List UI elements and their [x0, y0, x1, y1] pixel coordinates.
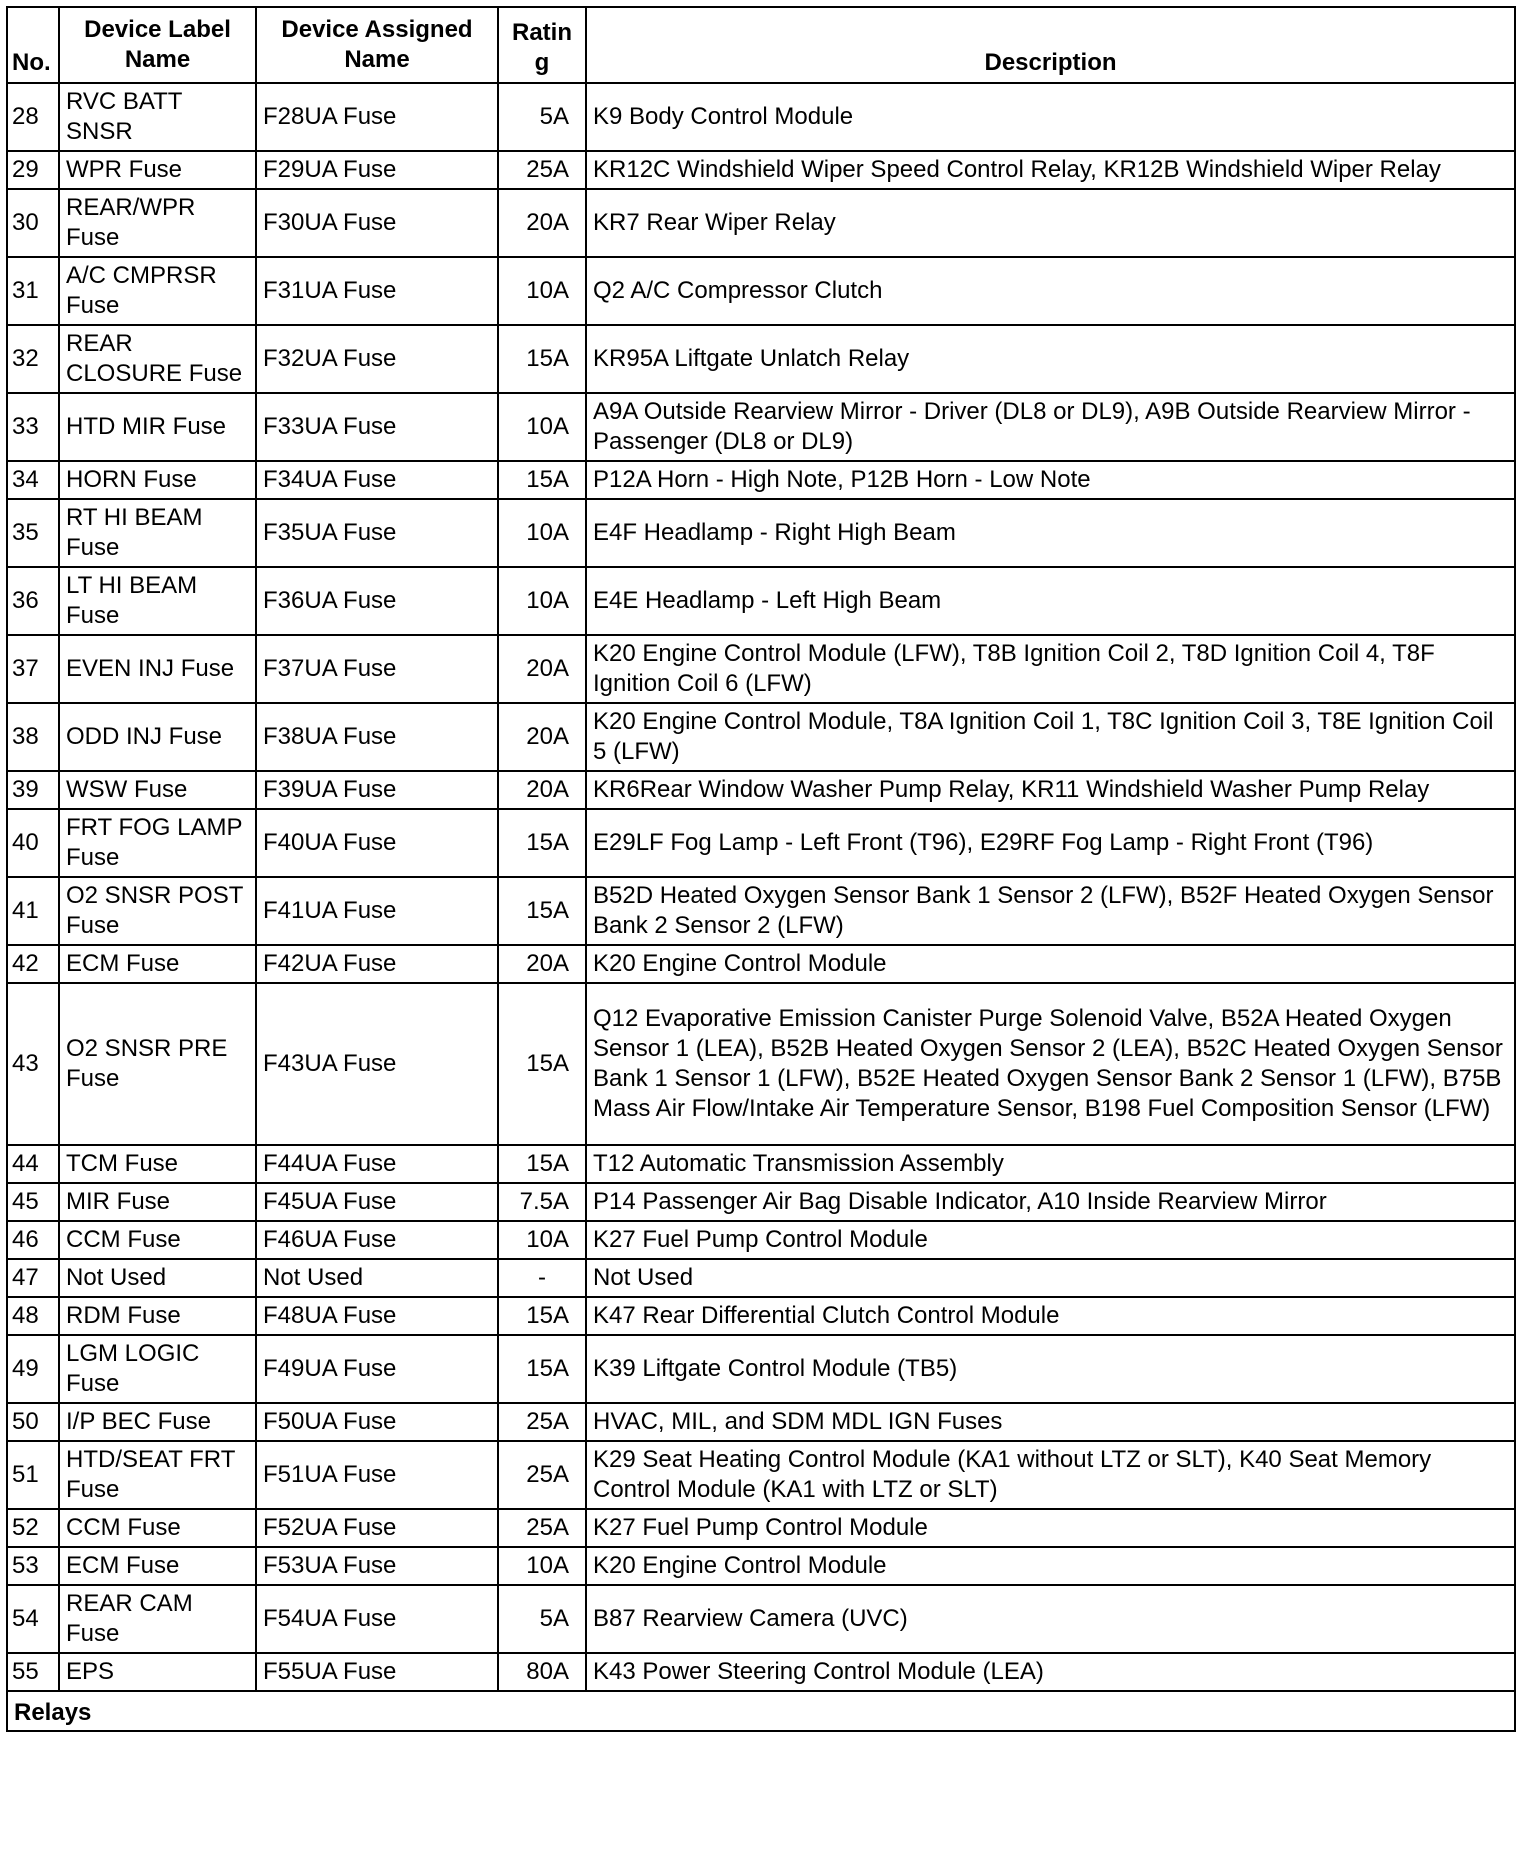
cell-no: 51: [7, 1441, 59, 1509]
cell-device-assigned-name: F33UA Fuse: [256, 393, 498, 461]
cell-no: 45: [7, 1183, 59, 1221]
cell-description: K39 Liftgate Control Module (TB5): [586, 1335, 1515, 1403]
cell-device-label-name: I/P BEC Fuse: [59, 1403, 256, 1441]
cell-device-assigned-name: Not Used: [256, 1259, 498, 1297]
cell-rating: 5A: [498, 83, 586, 151]
cell-rating: 15A: [498, 1145, 586, 1183]
cell-rating: 10A: [498, 567, 586, 635]
cell-description: K20 Engine Control Module (LFW), T8B Ignition Coil 2, T8D Ignition Coil 4, T8F Ignition Coil 6 (LFW): [586, 635, 1515, 703]
cell-no: 53: [7, 1547, 59, 1585]
cell-rating: 25A: [498, 1403, 586, 1441]
cell-device-assigned-name: F41UA Fuse: [256, 877, 498, 945]
cell-device-assigned-name: F39UA Fuse: [256, 771, 498, 809]
cell-device-assigned-name: F28UA Fuse: [256, 83, 498, 151]
cell-description: B87 Rearview Camera (UVC): [586, 1585, 1515, 1653]
cell-no: 38: [7, 703, 59, 771]
cell-device-assigned-name: F53UA Fuse: [256, 1547, 498, 1585]
table-row: [7, 1653, 1515, 1691]
cell-device-assigned-name: F46UA Fuse: [256, 1221, 498, 1259]
cell-no: 52: [7, 1509, 59, 1547]
cell-no: 40: [7, 809, 59, 877]
cell-no: 42: [7, 945, 59, 983]
cell-device-assigned-name: F32UA Fuse: [256, 325, 498, 393]
cell-rating: 80A: [498, 1653, 586, 1691]
cell-rating: 20A: [498, 635, 586, 703]
cell-device-label-name: ECM Fuse: [59, 945, 256, 983]
table-row: [7, 877, 1515, 945]
cell-description: Q2 A/C Compressor Clutch: [586, 257, 1515, 325]
cell-rating: 25A: [498, 151, 586, 189]
cell-rating: 20A: [498, 189, 586, 257]
cell-device-label-name: O2 SNSR POST Fuse: [59, 877, 256, 945]
cell-no: 33: [7, 393, 59, 461]
header-device-assigned-name: Device Assigned Name: [256, 7, 498, 83]
cell-description: KR95A Liftgate Unlatch Relay: [586, 325, 1515, 393]
cell-device-assigned-name: F30UA Fuse: [256, 189, 498, 257]
cell-device-label-name: CCM Fuse: [59, 1509, 256, 1547]
section-row-relays: [7, 1691, 1515, 1731]
cell-device-assigned-name: F40UA Fuse: [256, 809, 498, 877]
cell-device-assigned-name: F55UA Fuse: [256, 1653, 498, 1691]
cell-rating: 15A: [498, 1297, 586, 1335]
cell-rating: 25A: [498, 1441, 586, 1509]
cell-no: 36: [7, 567, 59, 635]
cell-device-label-name: MIR Fuse: [59, 1183, 256, 1221]
cell-no: 46: [7, 1221, 59, 1259]
cell-description: E4E Headlamp - Left High Beam: [586, 567, 1515, 635]
cell-description: B52D Heated Oxygen Sensor Bank 1 Sensor 2 (LFW), B52F Heated Oxygen Sensor Bank 2 Sensor 2 (LFW): [586, 877, 1515, 945]
header-rating: Rating: [498, 7, 586, 83]
cell-rating: 15A: [498, 461, 586, 499]
table-row: [7, 703, 1515, 771]
cell-device-label-name: A/C CMPRSR Fuse: [59, 257, 256, 325]
cell-device-assigned-name: F43UA Fuse: [256, 983, 498, 1145]
table-row: [7, 809, 1515, 877]
cell-device-assigned-name: F45UA Fuse: [256, 1183, 498, 1221]
cell-rating: 25A: [498, 1509, 586, 1547]
cell-description: K27 Fuel Pump Control Module: [586, 1509, 1515, 1547]
cell-device-assigned-name: F42UA Fuse: [256, 945, 498, 983]
cell-device-assigned-name: F38UA Fuse: [256, 703, 498, 771]
cell-description: K43 Power Steering Control Module (LEA): [586, 1653, 1515, 1691]
cell-device-assigned-name: F54UA Fuse: [256, 1585, 498, 1653]
cell-description: Not Used: [586, 1259, 1515, 1297]
cell-rating: 20A: [498, 945, 586, 983]
cell-device-label-name: HTD MIR Fuse: [59, 393, 256, 461]
table-row: [7, 567, 1515, 635]
cell-description: K29 Seat Heating Control Module (KA1 without LTZ or SLT), K40 Seat Memory Control Module (KA1 with LTZ or SLT): [586, 1441, 1515, 1509]
table-body: [7, 83, 1515, 1691]
table-row: [7, 983, 1515, 1145]
cell-device-assigned-name: F50UA Fuse: [256, 1403, 498, 1441]
cell-device-label-name: REAR CLOSURE Fuse: [59, 325, 256, 393]
cell-description: KR7 Rear Wiper Relay: [586, 189, 1515, 257]
cell-device-label-name: REAR CAM Fuse: [59, 1585, 256, 1653]
table-row: [7, 83, 1515, 151]
cell-description: K20 Engine Control Module: [586, 945, 1515, 983]
cell-rating: -: [498, 1259, 586, 1297]
cell-device-label-name: RDM Fuse: [59, 1297, 256, 1335]
table-row: [7, 771, 1515, 809]
cell-device-label-name: LGM LOGIC Fuse: [59, 1335, 256, 1403]
header-device-label-name: Device Label Name: [59, 7, 256, 83]
table-row: [7, 1183, 1515, 1221]
cell-device-label-name: CCM Fuse: [59, 1221, 256, 1259]
table-row: [7, 1547, 1515, 1585]
cell-rating: 20A: [498, 703, 586, 771]
cell-rating: 15A: [498, 983, 586, 1145]
table-row: [7, 1403, 1515, 1441]
cell-no: 54: [7, 1585, 59, 1653]
cell-device-assigned-name: F49UA Fuse: [256, 1335, 498, 1403]
cell-no: 35: [7, 499, 59, 567]
table-row: [7, 1221, 1515, 1259]
cell-description: T12 Automatic Transmission Assembly: [586, 1145, 1515, 1183]
cell-device-label-name: LT HI BEAM Fuse: [59, 567, 256, 635]
cell-device-label-name: O2 SNSR PRE Fuse: [59, 983, 256, 1145]
cell-device-label-name: WPR Fuse: [59, 151, 256, 189]
table-row: [7, 635, 1515, 703]
cell-description: K20 Engine Control Module, T8A Ignition Coil 1, T8C Ignition Coil 3, T8E Ignition Coil 5 (LFW): [586, 703, 1515, 771]
cell-device-label-name: HTD/SEAT FRT Fuse: [59, 1441, 256, 1509]
cell-device-assigned-name: F35UA Fuse: [256, 499, 498, 567]
cell-device-label-name: EVEN INJ Fuse: [59, 635, 256, 703]
cell-no: 34: [7, 461, 59, 499]
cell-device-label-name: FRT FOG LAMP Fuse: [59, 809, 256, 877]
cell-description: P12A Horn - High Note, P12B Horn - Low Note: [586, 461, 1515, 499]
table-row: [7, 1335, 1515, 1403]
cell-no: 47: [7, 1259, 59, 1297]
cell-description: E4F Headlamp - Right High Beam: [586, 499, 1515, 567]
cell-device-label-name: RVC BATT SNSR: [59, 83, 256, 151]
table-row: [7, 257, 1515, 325]
table-row: [7, 1509, 1515, 1547]
cell-device-label-name: HORN Fuse: [59, 461, 256, 499]
cell-description: P14 Passenger Air Bag Disable Indicator, A10 Inside Rearview Mirror: [586, 1183, 1515, 1221]
table-header-row: [7, 7, 1515, 83]
cell-no: 31: [7, 257, 59, 325]
table-row: [7, 1145, 1515, 1183]
cell-rating: 5A: [498, 1585, 586, 1653]
cell-device-label-name: WSW Fuse: [59, 771, 256, 809]
cell-description: K47 Rear Differential Clutch Control Module: [586, 1297, 1515, 1335]
table-row: [7, 189, 1515, 257]
cell-description: Q12 Evaporative Emission Canister Purge Solenoid Valve, B52A Heated Oxygen Sensor 1 (LEA), B52B Heated Oxygen Sensor 2 (LEA), B52C Heated Oxygen Sensor Bank 1 Sensor 1 (LFW), B52E Heated Oxygen Sensor Bank 2 Sensor 1 (LFW), B75B Mass Air Flow/Intake Air Temperature Sensor, B198 Fuel Composition Sensor (LFW): [586, 983, 1515, 1145]
table-row: [7, 1441, 1515, 1509]
cell-device-label-name: TCM Fuse: [59, 1145, 256, 1183]
table-row: [7, 393, 1515, 461]
cell-no: 43: [7, 983, 59, 1145]
cell-description: A9A Outside Rearview Mirror - Driver (DL8 or DL9), A9B Outside Rearview Mirror - Passenger (DL8 or DL9): [586, 393, 1515, 461]
cell-no: 28: [7, 83, 59, 151]
cell-rating: 15A: [498, 325, 586, 393]
cell-rating: 10A: [498, 257, 586, 325]
cell-no: 55: [7, 1653, 59, 1691]
table-row: [7, 1259, 1515, 1297]
cell-description: KR6Rear Window Washer Pump Relay, KR11 Windshield Washer Pump Relay: [586, 771, 1515, 809]
section-title-relays: Relays: [7, 1691, 1515, 1731]
cell-device-assigned-name: F51UA Fuse: [256, 1441, 498, 1509]
cell-no: 44: [7, 1145, 59, 1183]
cell-description: K27 Fuel Pump Control Module: [586, 1221, 1515, 1259]
table-row: [7, 1297, 1515, 1335]
table-row: [7, 325, 1515, 393]
cell-description: K9 Body Control Module: [586, 83, 1515, 151]
cell-device-assigned-name: F37UA Fuse: [256, 635, 498, 703]
cell-device-label-name: RT HI BEAM Fuse: [59, 499, 256, 567]
cell-no: 50: [7, 1403, 59, 1441]
cell-device-label-name: ODD INJ Fuse: [59, 703, 256, 771]
cell-no: 39: [7, 771, 59, 809]
table-row: [7, 1585, 1515, 1653]
table-row: [7, 945, 1515, 983]
fuse-table-document: [6, 6, 1514, 1732]
table-row: [7, 151, 1515, 189]
cell-no: 41: [7, 877, 59, 945]
cell-device-assigned-name: F31UA Fuse: [256, 257, 498, 325]
cell-device-assigned-name: F36UA Fuse: [256, 567, 498, 635]
table-row: [7, 461, 1515, 499]
cell-rating: 7.5A: [498, 1183, 586, 1221]
cell-no: 32: [7, 325, 59, 393]
cell-no: 29: [7, 151, 59, 189]
cell-no: 30: [7, 189, 59, 257]
cell-device-label-name: REAR/WPR Fuse: [59, 189, 256, 257]
cell-rating: 10A: [498, 499, 586, 567]
cell-device-assigned-name: F44UA Fuse: [256, 1145, 498, 1183]
cell-device-assigned-name: F52UA Fuse: [256, 1509, 498, 1547]
cell-rating: 15A: [498, 877, 586, 945]
cell-rating: 20A: [498, 771, 586, 809]
cell-description: K20 Engine Control Module: [586, 1547, 1515, 1585]
cell-device-assigned-name: F29UA Fuse: [256, 151, 498, 189]
cell-rating: 10A: [498, 393, 586, 461]
cell-no: 49: [7, 1335, 59, 1403]
fuse-table: [6, 6, 1516, 1732]
cell-rating: 15A: [498, 1335, 586, 1403]
cell-rating: 10A: [498, 1221, 586, 1259]
cell-device-label-name: Not Used: [59, 1259, 256, 1297]
cell-device-assigned-name: F34UA Fuse: [256, 461, 498, 499]
cell-device-assigned-name: F48UA Fuse: [256, 1297, 498, 1335]
cell-rating: 10A: [498, 1547, 586, 1585]
header-no: No.: [7, 7, 59, 83]
cell-description: KR12C Windshield Wiper Speed Control Relay, KR12B Windshield Wiper Relay: [586, 151, 1515, 189]
cell-no: 48: [7, 1297, 59, 1335]
cell-no: 37: [7, 635, 59, 703]
cell-rating: 15A: [498, 809, 586, 877]
table-row: [7, 499, 1515, 567]
cell-description: E29LF Fog Lamp - Left Front (T96), E29RF Fog Lamp - Right Front (T96): [586, 809, 1515, 877]
cell-device-label-name: EPS: [59, 1653, 256, 1691]
header-description: Description: [586, 7, 1515, 83]
cell-device-label-name: ECM Fuse: [59, 1547, 256, 1585]
cell-description: HVAC, MIL, and SDM MDL IGN Fuses: [586, 1403, 1515, 1441]
